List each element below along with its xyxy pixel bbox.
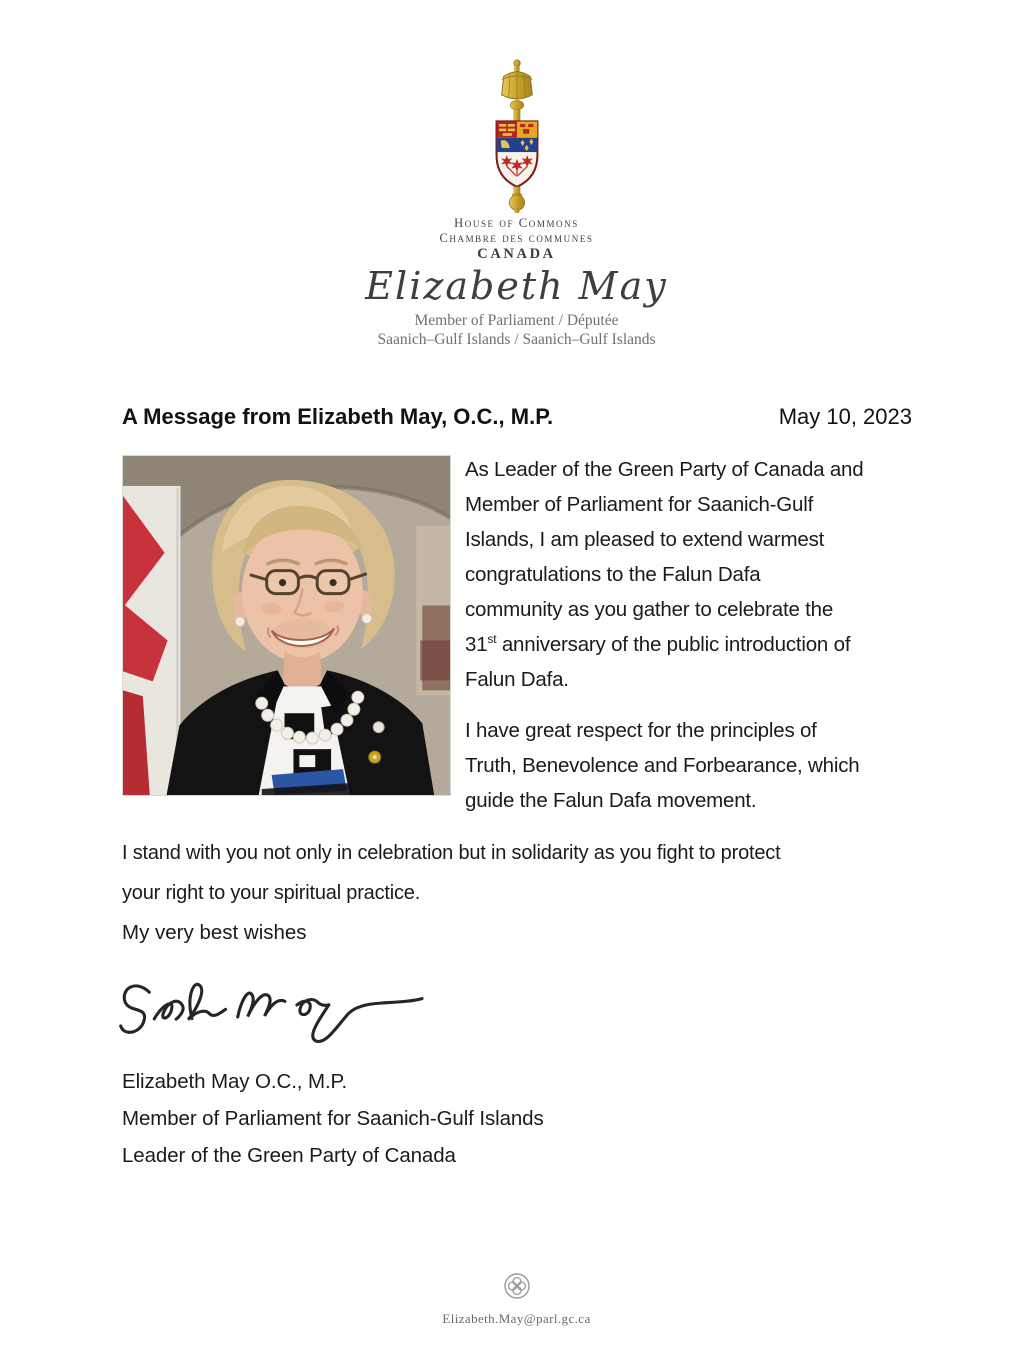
message-title: A Message from Elizabeth May, O.C., M.P. [122,404,554,429]
signoff-name: Elizabeth May O.C., M.P. [122,1070,348,1093]
house-of-commons-mace-icon [471,56,563,210]
org-line-fr: Chambre des communes [439,231,594,245]
signoff-party: Leader of the Green Party of Canada [122,1144,456,1167]
letterhead-role: Member of Parliament / Députée [414,312,619,329]
text-line: I stand with you not only in celebration but in solidarity as you fight to protect [122,842,781,864]
message-column [465,452,945,834]
text-line: your right to your spiritual practice. [122,882,421,904]
text-line: As Leader of the Green Party of Canada and [465,458,864,481]
text-line: Islands, I am pleased to extend warmest [465,528,825,551]
text-line: Member of Parliament for Saanich-Gulf [465,493,814,516]
footer-flower-icon [503,1272,531,1300]
letterhead-riding: Saanich–Gulf Islands / Saanich–Gulf Islands [377,331,656,348]
footer-email: Elizabeth.May@parl.gc.ca [442,1311,591,1326]
text-line: congratulations to the Falun Dafa [465,563,761,586]
text-line: Truth, Benevolence and Forbearance, which [465,754,860,777]
org-line-en: House of Commons [454,216,579,230]
ordinal-rest: anniversary of the public introduction of [496,633,851,656]
signoff-role: Member of Parliament for Saanich-Gulf Islands [122,1107,544,1130]
ordinal-number: 31 [465,633,488,656]
org-line-canada: CANADA [477,246,556,262]
signoff-block [122,1063,544,1174]
letterhead-name: Elizabeth May [365,264,668,308]
ordinal-suffix: st [487,632,497,647]
text-line-with-superscript [465,627,945,662]
org-name-block [0,216,1033,263]
text-line: Falun Dafa. [465,668,569,691]
text-line: guide the Falun Dafa movement. [465,789,757,812]
message-date: May 10, 2023 [778,404,912,429]
signature-image [116,958,434,1046]
text-line: community as you gather to celebrate the [465,598,834,621]
paragraph-3 [122,833,780,913]
portrait-photo [122,455,451,796]
text-line: I have great respect for the principles of [465,719,817,742]
closing-line: My very best wishes [122,921,307,944]
paragraph-1 [465,452,945,697]
paragraph-2 [465,713,945,818]
